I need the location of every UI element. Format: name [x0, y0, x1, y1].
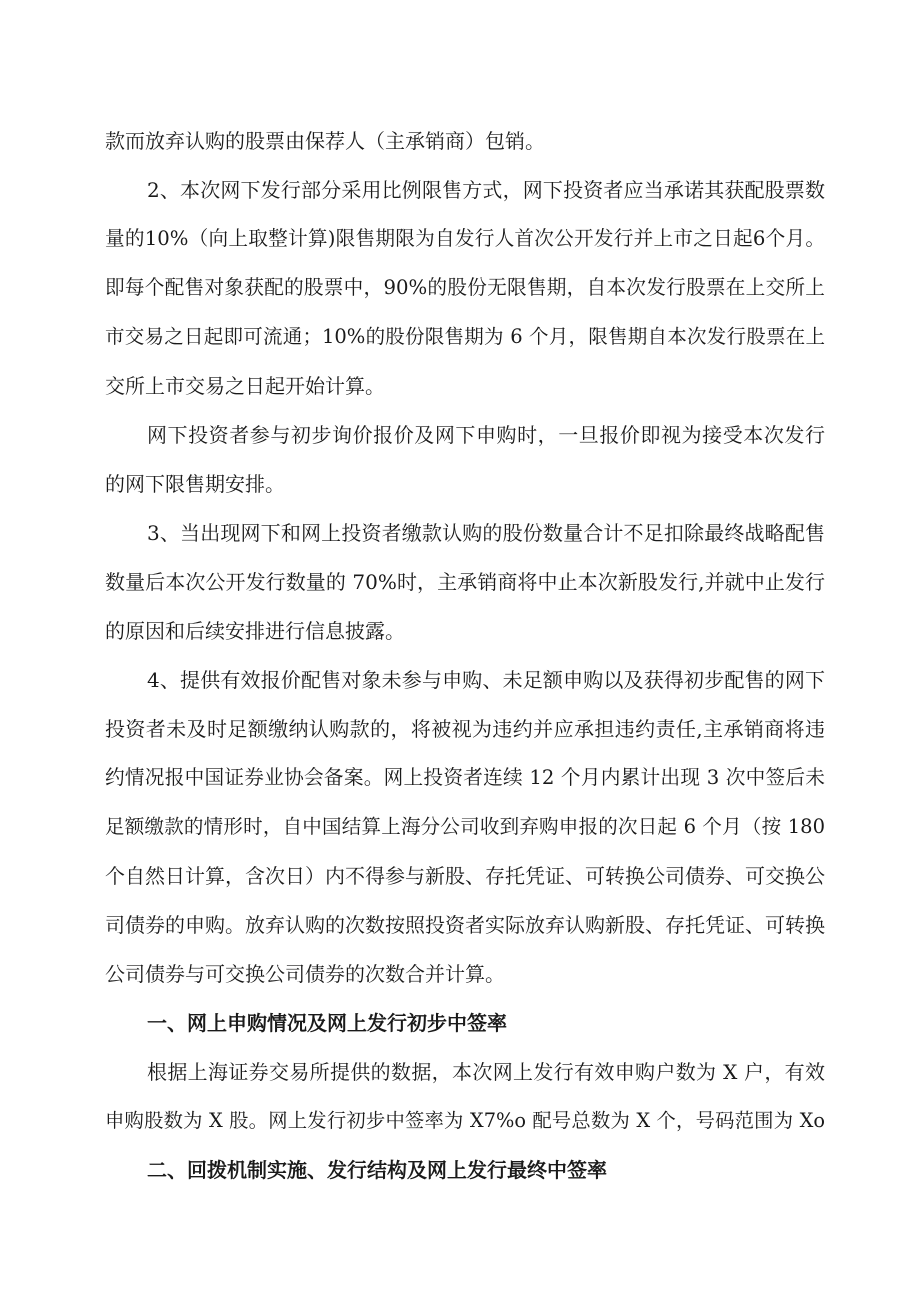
paragraph-line: 量的10%（向上取整计算)限售期限为自发行人首次公开发行并上市之日起6个月。	[105, 227, 825, 250]
paragraph-line: 市交易之日起即可流通；10%的股份限售期为 6 个月，限售期自本次发行股票在上	[105, 325, 825, 348]
paragraph-line: 交所上市交易之日起开始计算。	[105, 374, 385, 398]
paragraph-line: 个自然日计算，含次日）内不得参与新股、存托凭证、可转换公司债券、可交换公	[105, 864, 825, 888]
paragraph-line: 申购股数为 X 股。网上发行初步中签率为 X7%o 配号总数为 X 个，号码范围为 Xo	[105, 1109, 825, 1132]
paragraph-line: 足额缴款的情形时，自中国结算上海分公司收到弃购申报的次日起 6 个月（按 180	[105, 815, 825, 838]
paragraph-line: 投资者未及时足额缴纳认购款的，将被视为违约并应承担违约责任,主承销商将违	[105, 717, 825, 741]
paragraph-line: 司债券的申购。放弃认购的次数按照投资者实际放弃认购新股、存托凭证、可转换	[105, 913, 825, 937]
section-heading: 一、网上申购情况及网上发行初步中签率	[147, 1011, 507, 1035]
paragraph-line: 的原因和后续安排进行信息披露。	[105, 619, 405, 643]
paragraph-line: 公司债券与可交换公司债券的次数合并计算。	[105, 962, 505, 986]
paragraph-line: 即每个配售对象获配的股票中，90%的股份无限售期，自本次发行股票在上交所上	[105, 276, 825, 299]
paragraph-line: 约情况报中国证券业协会备案。网上投资者连续 12 个月内累计出现 3 次中签后未	[105, 766, 825, 789]
paragraph-line: 2、本次网下发行部分采用比例限售方式，网下投资者应当承诺其获配股票数	[147, 178, 825, 202]
section-heading: 二、回拨机制实施、发行结构及网上发行最终中签率	[147, 1158, 607, 1182]
paragraph-line: 3、当出现网下和网上投资者缴款认购的股份数量合计不足扣除最终战略配售	[147, 521, 825, 545]
paragraph-line: 款而放弃认购的股票由保荐人（主承销商）包销。	[105, 129, 545, 153]
paragraph-line: 4、提供有效报价配售对象未参与申购、未足额申购以及获得初步配售的网下	[147, 668, 825, 692]
paragraph-line: 的网下限售期安排。	[105, 472, 285, 496]
paragraph-line: 根据上海证券交易所提供的数据，本次网上发行有效申购户数为 X 户，有效	[147, 1060, 825, 1084]
paragraph-line: 网下投资者参与初步询价报价及网下申购时，一旦报价即视为接受本次发行	[147, 423, 825, 447]
paragraph-line: 数量后本次公开发行数量的 70%时，主承销商将中止本次新股发行,并就中止发行	[105, 570, 825, 594]
